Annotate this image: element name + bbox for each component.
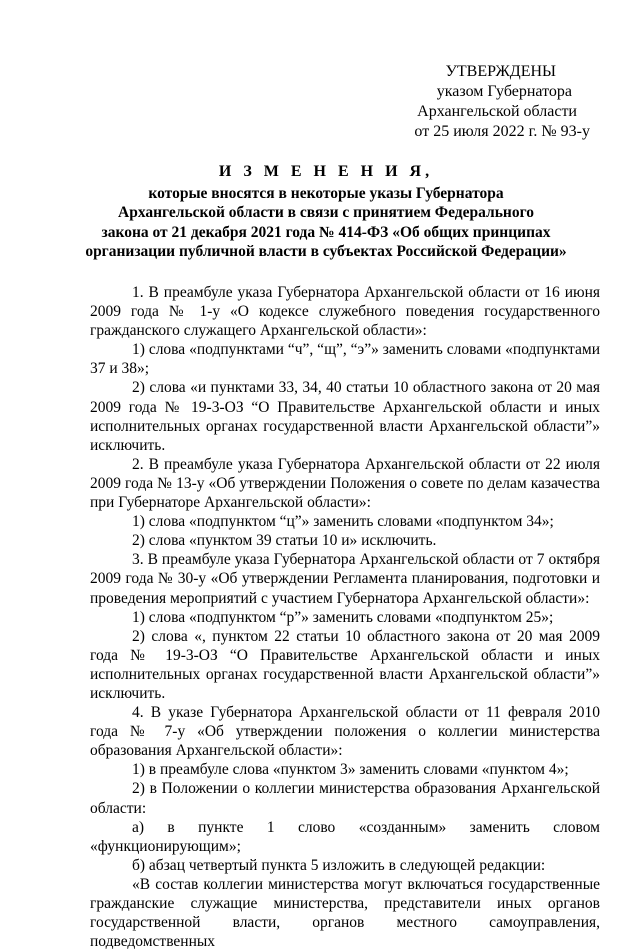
title-main: И З М Е Н Е Н И Я, [218,163,434,180]
paragraph: 1) в преамбуле слова «пунктом 3» заменить словами «пунктом 4»; [132,761,569,779]
document-title [60,162,592,262]
paragraph: 1) слова «подпунктом “ц”» заменить словами «подпунктом 34»; [132,513,554,531]
paragraph: 1) слова «подпунктом “р”» заменить словами «подпунктом 25»; [132,608,554,626]
paragraph: 3. В преамбуле указа Губернатора Архангельской области от 7 октября 2009 года № 30-у «Об утверждении Регламента планирования, подготовки и проведения мероприятий с участием Губернатора Архангельской области»: [90,551,600,607]
paragraph: 2) слова «и пунктами 33, 34, 40 статьи 10 областного закона от 20 мая 2009 года № 19-3-ОЗ “О Правительстве Архангельской области и иных исполнительных органах государственной власти Архангельской области”» исключить. [90,379,600,454]
paragraph: 1) слова «подпунктами “ч”, “щ”, “э”» заменить словами «подпунктами 37 и 38»; [90,341,600,378]
paragraph: 2) слова «пунктом 39 статьи 10 и» исключить. [132,532,437,550]
paragraph: 2. В преамбуле указа Губернатора Архангельской области от 22 июля 2009 года № 13-у «Об утверждении Положения о совете по делам казачества при Губернаторе Архангельской области»: [90,455,600,512]
approval-heading: УТВЕРЖДЕНЫ [445,63,556,80]
approval-line-1: указом Губернатора [436,83,572,100]
paragraph: 2) слова «, пунктом 22 статьи 10 областного закона от 20 мая 2009 года № 19-3-ОЗ “О Правительстве Архангельской области и иных исполнительных органах государственной власти Архангельской области”» исключить. [90,627,600,702]
paragraph: 1. В преамбуле указа Губернатора Архангельской области от 16 июня 2009 года № 1-у «О кодексе служебного поведения государственного гражданского служащего Архангельской области»: [90,284,600,340]
title-line-4: организации публичной власти в субъектах Российской Федерации» [85,243,567,260]
approval-stamp [390,62,590,142]
paragraph: 4. В указе Губернатора Архангельской области от 11 февраля 2010 года № 7-у «Об утверждении положения о коллегии министерства образования Архангельской области»: [90,704,600,760]
paragraph: 2) в Положении о коллегии министерства образования Архангельской области: [90,780,600,817]
approval-line-3: от 25 июля 2022 г. № 93-у [414,123,590,140]
title-line-3: закона от 21 декабря 2021 года № 414-ФЗ «Об общих принципах [101,223,551,241]
paragraph: «В состав коллегии министерства могут включаться государственные гражданские служащие министерства, представители иных органов государственной власти, органов местного самоуправления, подведомственных [90,875,600,951]
document-body [90,283,600,951]
approval-line-2: Архангельской области [417,103,577,120]
title-line-1: которые вносятся в некоторые указы Губернатора [148,184,504,202]
paragraph: а) в пункте 1 слово «созданным» заменить словом «функционирующим»; [90,818,600,855]
title-line-2: Архангельской области в связи с принятием Федерального [118,204,534,221]
paragraph: б) абзац четвертый пункта 5 изложить в следующей редакции: [132,856,546,874]
